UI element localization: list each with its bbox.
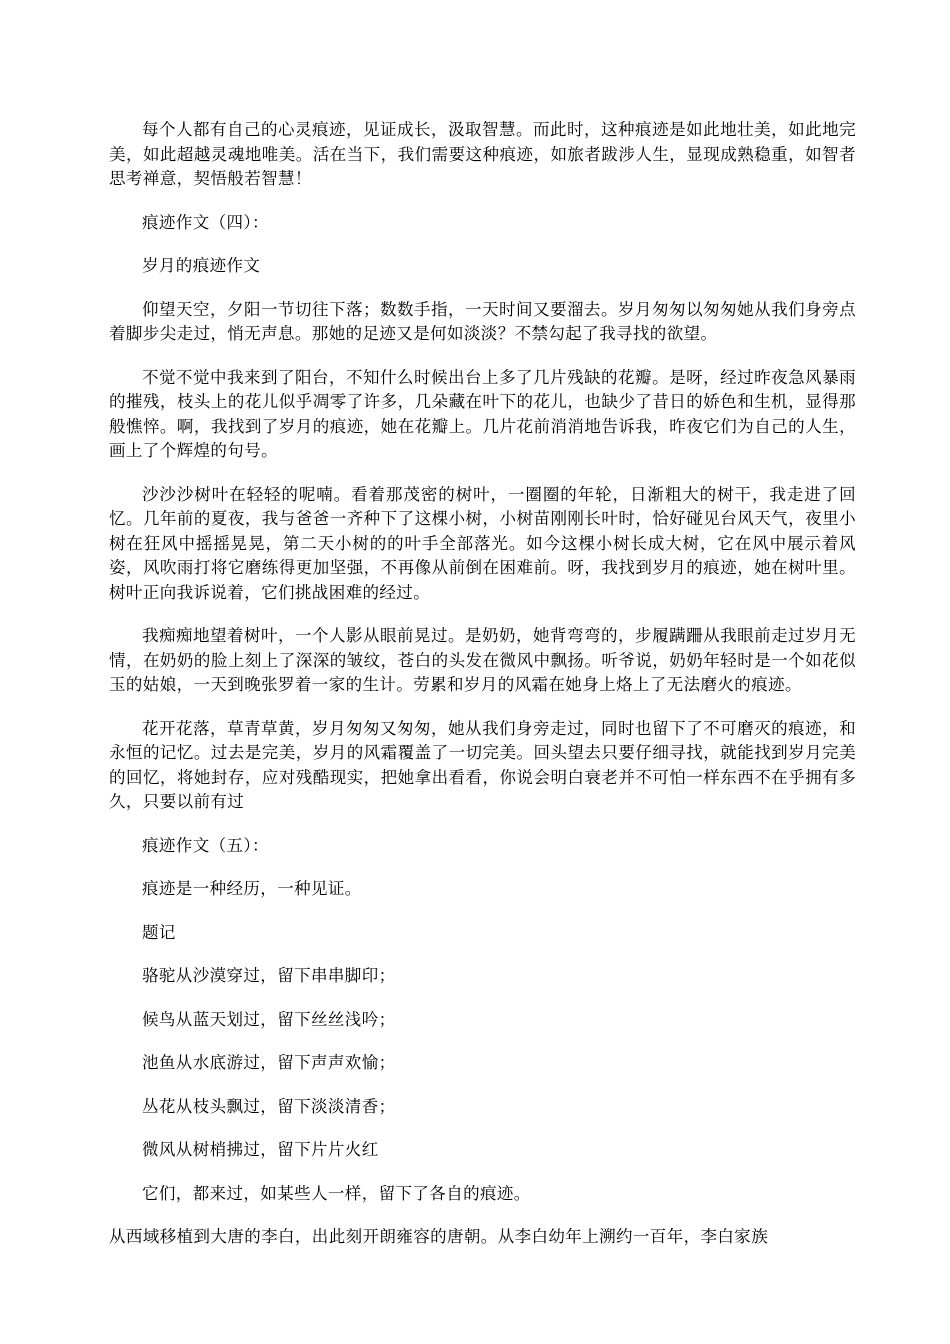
verse-line: 微风从树梢拂过，留下片片火红 bbox=[142, 1140, 379, 1159]
section-heading-four: 痕迹作文（四）： bbox=[142, 212, 269, 232]
paragraph: 沙沙沙树叶在轻轻的呢喃。看着那茂密的树叶，一圈圈的年轮，日渐粗大的树干，我走进了回忆。几年前的夏夜，我与爸爸一齐种下了这棵小树，小树苗刚刚长叶时，恰好碰见台风天气，夜里小树在狂风中摇摇晃晃，第二天小树的的叶手全部落光。如今这棵小树长成大树，它在风中展示着风姿，风吹雨打将它磨练得更加坚强，不再像从前倒在困难前。呀，我找到岁月的痕迹，她在树叶里。树叶正向我诉说着，它们挑战困难的经过。 bbox=[109, 484, 856, 602]
paragraph-intro: 每个人都有自己的心灵痕迹，见证成长，汲取智慧。而此时，这种痕迹是如此地壮美，如此地完美，如此超越灵魂地唯美。活在当下，我们需要这种痕迹，如旅者跋涉人生，显现成熟稳重，如智者思考禅意，契悟般若智慧！ bbox=[109, 120, 856, 188]
paragraph: 花开花落，草青草黄，岁月匆匆又匆匆，她从我们身旁走过，同时也留下了不可磨灭的痕迹，和永恒的记忆。过去是完美，岁月的风霜覆盖了一切完美。回头望去只要仔细寻找，就能找到岁月完美的回忆，将她封存，应对残酷现实，把她拿出看看，你说会明白衰老并不可怕一样东西不在乎拥有多久，只要以前有过 bbox=[109, 718, 856, 811]
essay-title: 岁月的痕迹作文 bbox=[142, 256, 261, 275]
document-page bbox=[109, 118, 856, 1269]
epigraph-label: 题记 bbox=[142, 922, 176, 942]
paragraph: 痕迹是一种经历，一种见证。 bbox=[142, 879, 362, 898]
paragraph: 它们，都来过，如某些人一样，留下了各自的痕迹。 bbox=[142, 1183, 531, 1203]
paragraph-continued: 从西域移植到大唐的李白，出此刻开朗雍容的唐朝。从李白幼年上溯约一百年，李白家族 bbox=[109, 1227, 769, 1246]
paragraph: 不觉不觉中我来到了阳台，不知什么时候出台上多了几片残缺的花瓣。是呀，经过昨夜急风暴雨的摧残，枝头上的花儿似乎凋零了许多，几朵藏在叶下的花儿，也缺少了昔日的娇色和生机，显得那般憔悴。啊，我找到了岁月的痕迹，她在花瓣上。几片花前消消地告诉我，昨夜它们为自己的人生，画上了个辉煌的句号。 bbox=[109, 367, 856, 460]
verse-line: 骆驼从沙漠穿过，留下串串脚印； bbox=[142, 966, 396, 985]
section-heading-five: 痕迹作文（五）： bbox=[142, 835, 269, 855]
paragraph: 我痴痴地望着树叶，一个人影从眼前晃过。是奶奶，她背弯弯的，步履蹒跚从我眼前走过岁月无情，在奶奶的脸上刻上了深深的皱纹，苍白的头发在微风中飘扬。听爷说，奶奶年轻时是一个如花似玉的姑娘，一天到晚张罗着一家的生计。劳累和岁月的风霜在她身上烙上了无法磨火的痕迹。 bbox=[109, 626, 856, 694]
verse-line: 候鸟从蓝天划过，留下丝丝浅吟； bbox=[142, 1009, 396, 1029]
verse-line: 丛花从枝头飘过，留下淡淡清香； bbox=[142, 1096, 396, 1116]
paragraph: 仰望天空，夕阳一节切往下落；数数手指，一天时间又要溜去。岁月匆匆以匆匆她从我们身旁点着脚步尖走过，悄无声息。那她的足迹又是何如淡淡？不禁勾起了我寻找的欲望。 bbox=[109, 299, 856, 343]
verse-line: 池鱼从水底游过，留下声声欢愉； bbox=[142, 1053, 396, 1072]
